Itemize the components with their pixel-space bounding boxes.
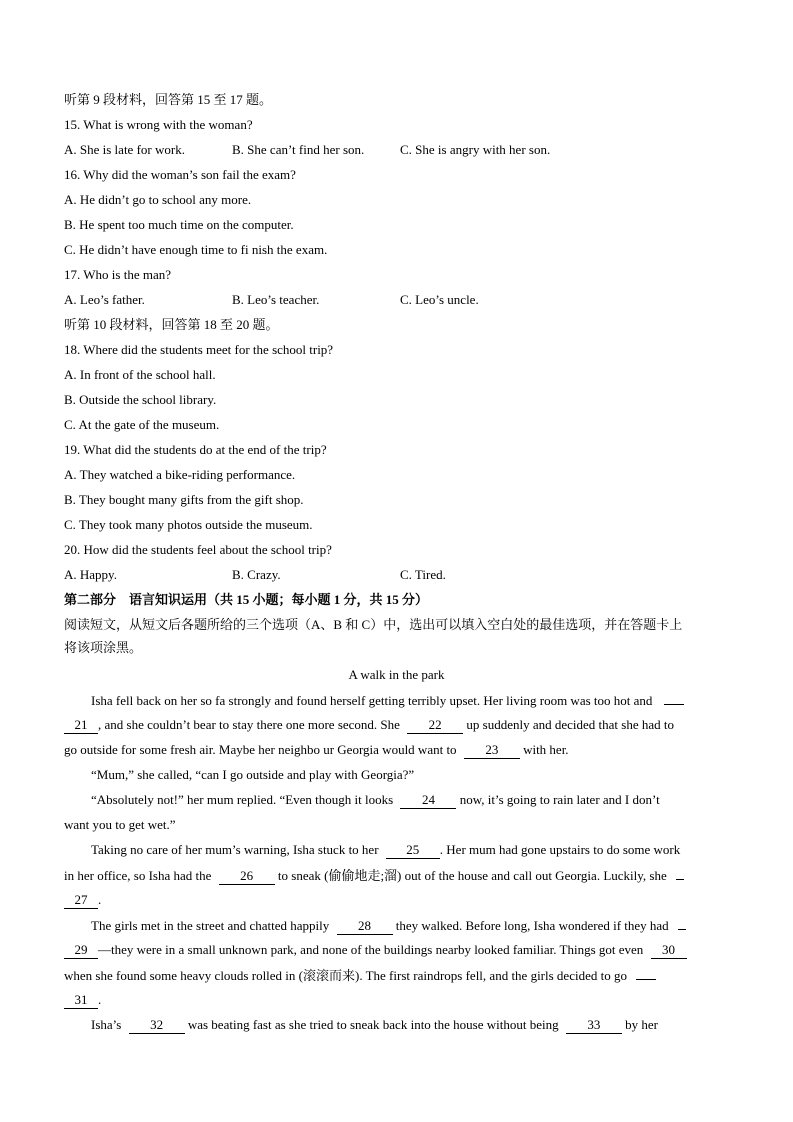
section9-intro: 听第 9 段材料，回答第 15 至 17 题。 [64,92,273,107]
passage-text: Taking no care of her mum’s warning, Isha stuck to her [91,842,379,857]
q16-stem: 16. Why did the woman’s son fail the exam? [64,167,296,182]
q17-option-c: C. Leo’s uncle. [400,292,479,307]
passage-line-7 [91,841,680,859]
q15-option-c: C. She is angry with her son. [400,142,551,157]
passage-text: . [98,992,102,1007]
passage-text: . Her mum had gone upstairs to do some work [439,842,681,857]
passage-line-13 [64,991,101,1009]
blank-28[interactable]: 28 [337,918,393,935]
q20-stem: 20. How did the students feel about the school trip? [64,542,332,557]
q16-option-a: A. He didn’t go to school any more. [64,192,252,207]
q20-option-a: A. Happy. [64,567,117,582]
part2-instructions-line2: 将该项涂黑。 [64,640,143,655]
passage-text: in her office, so Isha had the [64,868,212,883]
passage-text: to sneak (偷偷地走;溜) out of the house and call out Georgia. Luckily, she [277,868,667,883]
part2-heading: 第二部分 语言知识运用（共 15 小题；每小题 1 分，共 15 分） [64,592,429,607]
passage-text: by her [625,1017,658,1032]
passage-line-8 [64,866,684,885]
passage-line-2 [64,716,674,734]
passage-text: The girls met in the street and chatted happily [91,918,330,933]
passage-line-9 [64,891,101,909]
q19-option-c: C. They took many photos outside the museum. [64,517,313,532]
blank-32[interactable]: 32 [129,1017,185,1034]
blank-27-lead [676,866,684,880]
passage-text: , and she couldn’t bear to stay there one more second. She [98,717,400,732]
q18-option-a: A. In front of the school hall. [64,367,216,382]
q16-option-b: B. He spent too much time on the computer. [64,217,294,232]
q17-option-a: A. Leo’s father. [64,292,145,307]
passage-line-3 [64,741,569,759]
q17-option-b: B. Leo’s teacher. [232,292,320,307]
q20-option-c: C. Tired. [400,567,446,582]
passage-line-10 [91,916,686,935]
passage-text: Isha fell back on her so fa strongly and found herself getting terribly upset. Her living room was too hot and [91,693,653,708]
blank-26[interactable]: 26 [219,868,275,885]
q19-stem: 19. What did the students do at the end of the trip? [64,442,327,457]
blank-21-lead [664,691,684,705]
blank-24[interactable]: 24 [400,792,456,809]
q17-stem: 17. Who is the man? [64,267,171,282]
passage-text: . [98,892,102,907]
passage-line-11 [64,941,687,959]
q18-option-c: C. At the gate of the museum. [64,417,220,432]
passage-text: when she found some heavy clouds rolled in (滚滚而来). The first raindrops fell, and the girls decided to go [64,968,627,983]
q19-option-a: A. They watched a bike-riding performance. [64,467,296,482]
passage-text: go outside for some fresh air. Maybe her neighbo ur Georgia would want to [64,742,457,757]
blank-33[interactable]: 33 [566,1017,622,1034]
part2-instructions-line1: 阅读短文，从短文后各题所给的三个选项（A、B 和 C）中，选出可以填入空白处的最佳选项，并在答题卡上 [64,617,683,632]
q15-option-a: A. She is late for work. [64,142,185,157]
q20-option-b: B. Crazy. [232,567,281,582]
blank-29[interactable]: 29 [64,942,98,959]
blank-30[interactable]: 30 [651,942,687,959]
passage-line-6: want you to get wet.” [64,817,176,832]
blank-21[interactable]: 21 [64,717,98,734]
q15-stem: 15. What is wrong with the woman? [64,117,253,132]
blank-29-lead [678,916,686,930]
passage-title: A walk in the park [348,667,445,682]
passage-text: with her. [523,742,569,757]
passage-line-4: “Mum,” she called, “can I go outside and play with Georgia?” [91,767,415,782]
passage-line-5 [91,791,660,809]
blank-22[interactable]: 22 [407,717,463,734]
passage-text: “Absolutely not!” her mum replied. “Even though it looks [91,792,394,807]
passage-line-14 [91,1016,658,1034]
q18-option-b: B. Outside the school library. [64,392,217,407]
q18-stem: 18. Where did the students meet for the school trip? [64,342,334,357]
blank-31-lead [636,966,656,980]
passage-text: they walked. Before long, Isha wondered if they had [395,918,669,933]
passage-text: was beating fast as she tried to sneak back into the house without being [187,1017,559,1032]
q19-option-b: B. They bought many gifts from the gift shop. [64,492,304,507]
blank-27[interactable]: 27 [64,892,98,909]
passage-text: up suddenly and decided that she had to [466,717,675,732]
q15-option-b: B. She can’t find her son. [232,142,365,157]
section10-intro: 听第 10 段材料，回答第 18 至 20 题。 [64,317,279,332]
passage-text: Isha’s [91,1017,122,1032]
q16-option-c: C. He didn’t have enough time to fi nish the exam. [64,242,328,257]
passage-line-1 [91,691,684,709]
blank-25[interactable]: 25 [386,842,440,859]
blank-31[interactable]: 31 [64,992,98,1009]
passage-line-12 [64,966,656,984]
blank-23[interactable]: 23 [464,742,520,759]
passage-text: now, it’s going to rain later and I don’t [459,792,660,807]
passage-text: —they were in a small unknown park, and none of the buildings nearby looked familiar. Things got even [98,942,644,957]
